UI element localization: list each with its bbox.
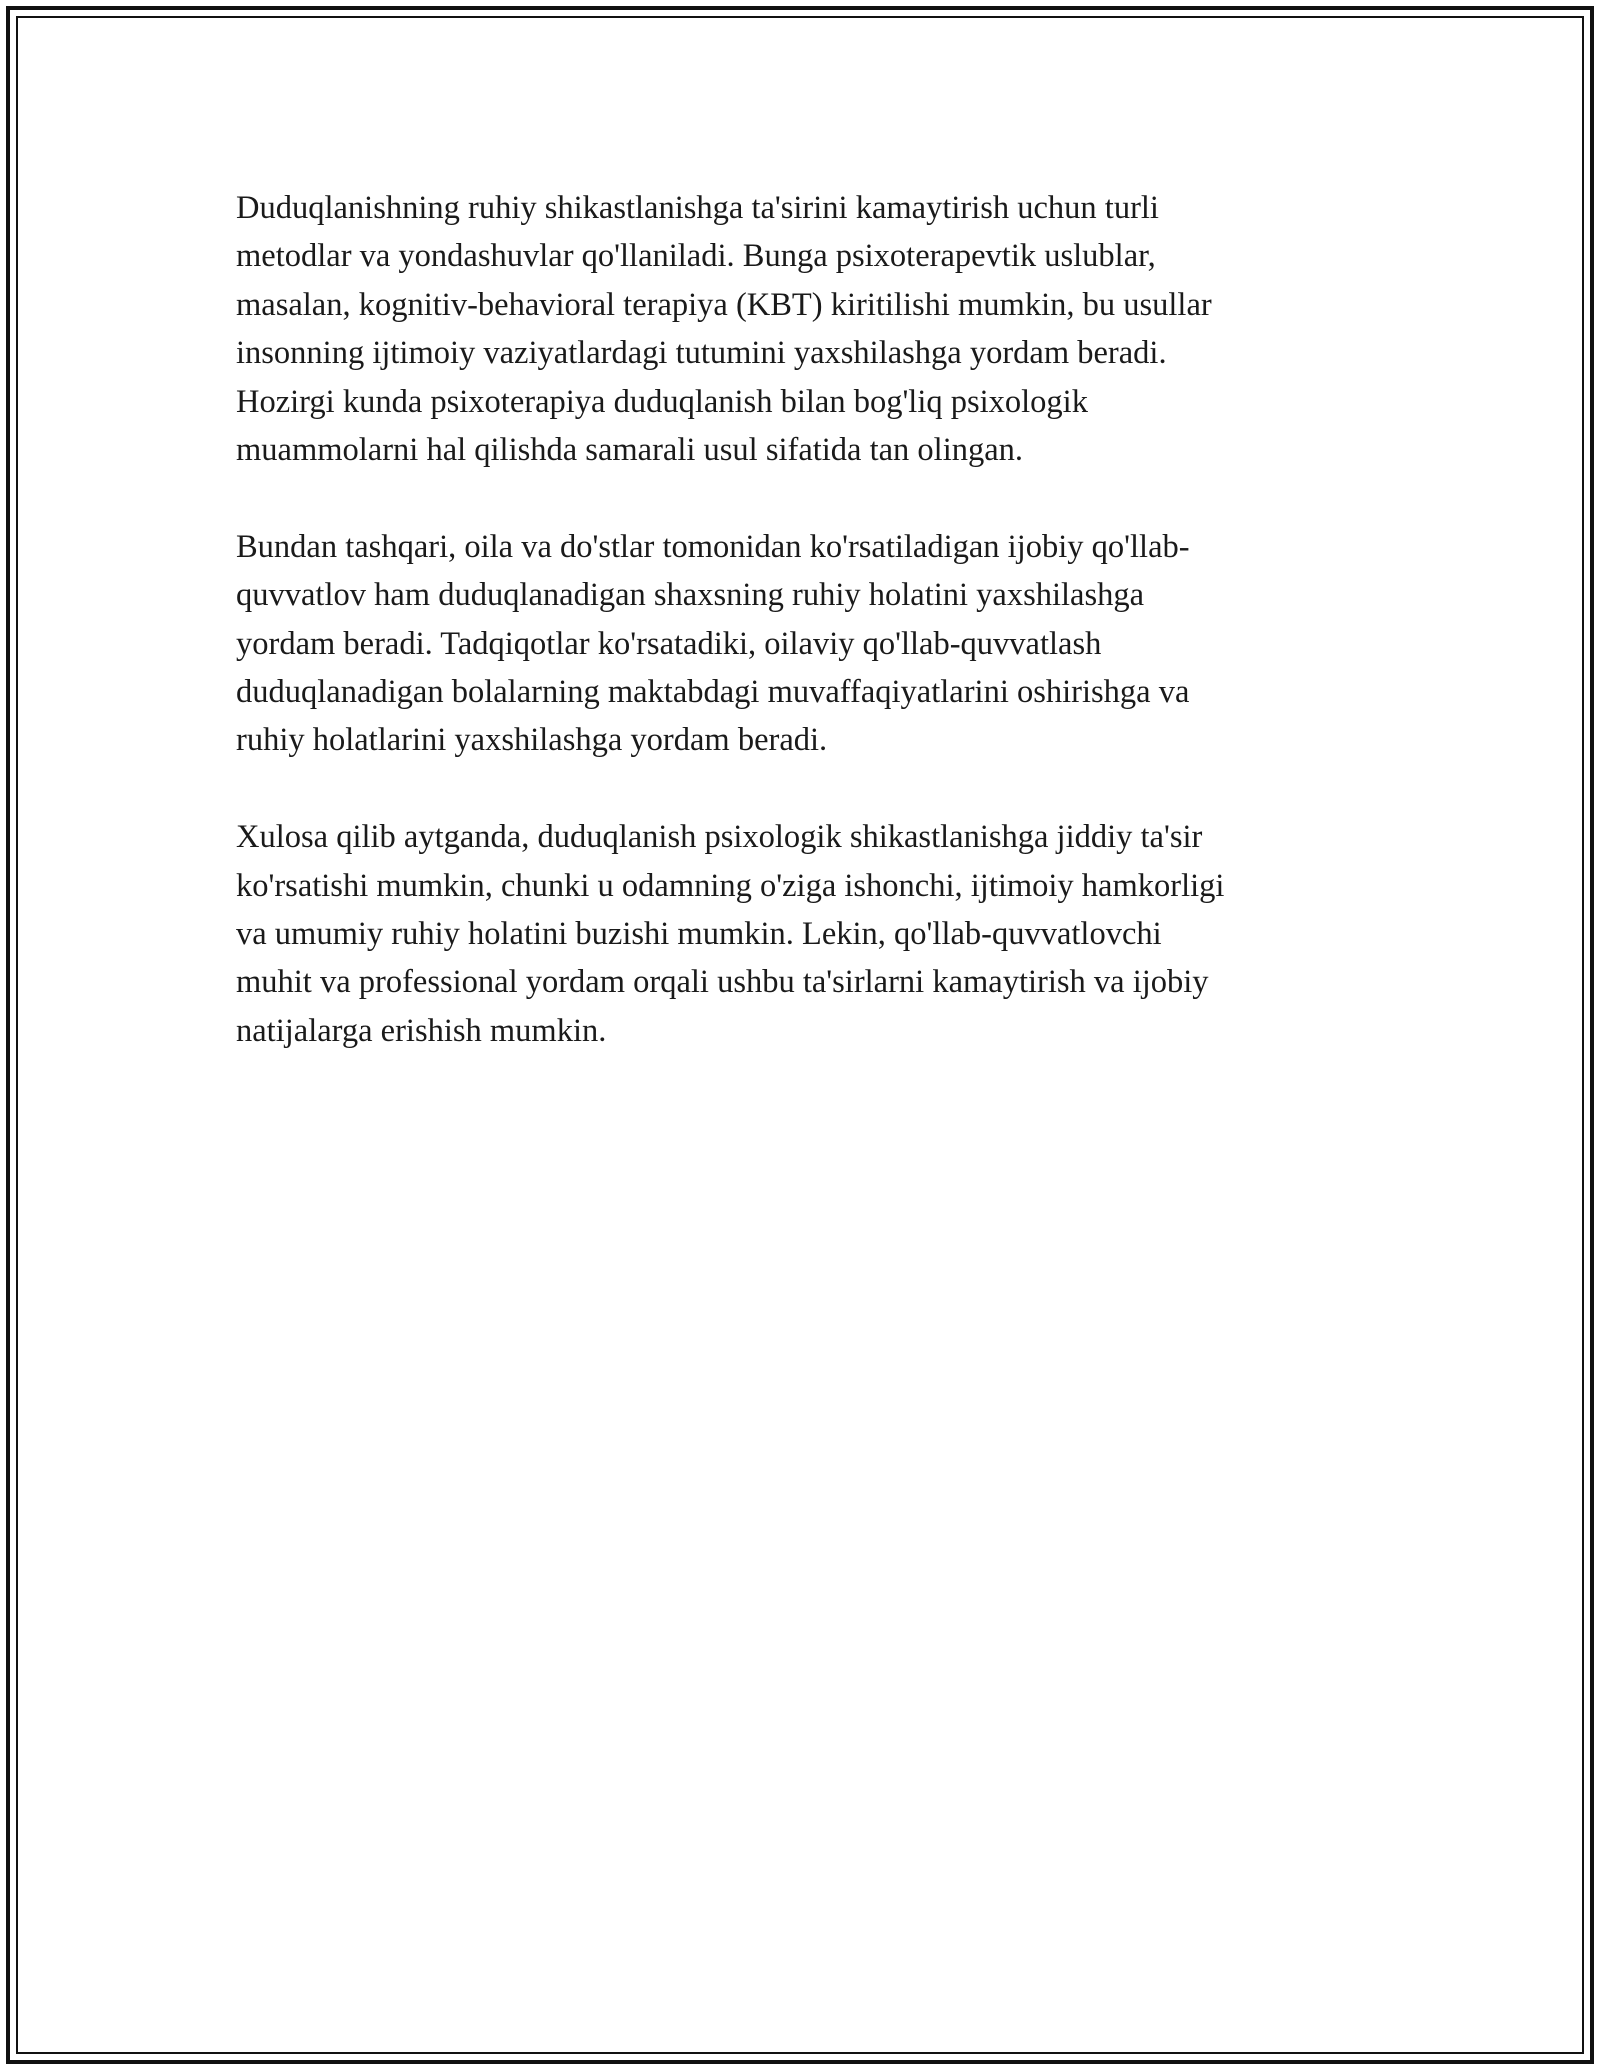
paragraph-line: Bundan tashqari, oila va do'stlar tomonidan ko'rsatiladigan ijobiy qo'llab- [236, 528, 1190, 565]
paragraph-line: quvvatlov ham duduqlanadigan shaxsning ruhiy holatini yaxshilashga [236, 577, 1145, 614]
paragraph-line: duduqlanadigan bolalarning maktabdagi muvaffaqiyatlarini oshirishga va [236, 674, 1190, 711]
paragraph-line: Hozirgi kunda psixoterapiya duduqlanish bilan bog'liq psixologik [236, 383, 1088, 420]
paragraph-line: va umumiy ruhiy holatini buzishi mumkin. Lekin, qo'llab-quvvatlovchi [236, 916, 1162, 953]
document-body [236, 184, 1356, 1104]
paragraph-line: Duduqlanishning ruhiy shikastlanishga ta'sirini kamaytirish uchun turli [236, 190, 1159, 226]
paragraph-3 [236, 813, 1356, 1055]
paragraph-line: Xulosa qilib aytganda, duduqlanish psixologik shikastlanishga jiddiy ta'sir [236, 819, 1203, 856]
paragraph-line: ko'rsatishi mumkin, chunki u odamning o'ziga ishonchi, ijtimoiy hamkorligi [236, 867, 1225, 904]
paragraph-line: masalan, kognitiv-behavioral terapiya (KBT) kiritilishi mumkin, bu usullar [236, 286, 1212, 323]
paragraph-line: yordam beradi. Tadqiqotlar ko'rsatadiki, oilaviy qo'llab-quvvatlash [236, 625, 1102, 662]
paragraph-line: metodlar va yondashuvlar qo'llaniladi. Bunga psixoterapevtik uslublar, [236, 238, 1156, 275]
paragraph-line: muhit va professional yordam orqali ushbu ta'sirlarni kamaytirish va ijobiy [236, 964, 1209, 1001]
paragraph-2 [236, 523, 1356, 765]
paragraph-line: insonning ijtimoiy vaziyatlardagi tutumini yaxshilashga yordam beradi. [236, 335, 1167, 372]
paragraph-line: natijalarga erishish mumkin. [236, 1012, 607, 1049]
paragraph-line: muammolarni hal qilishda samarali usul sifatida tan olingan. [236, 432, 1024, 469]
paragraph-1 [236, 184, 1356, 474]
paragraph-line: ruhiy holatlarini yaxshilashga yordam beradi. [236, 722, 828, 759]
